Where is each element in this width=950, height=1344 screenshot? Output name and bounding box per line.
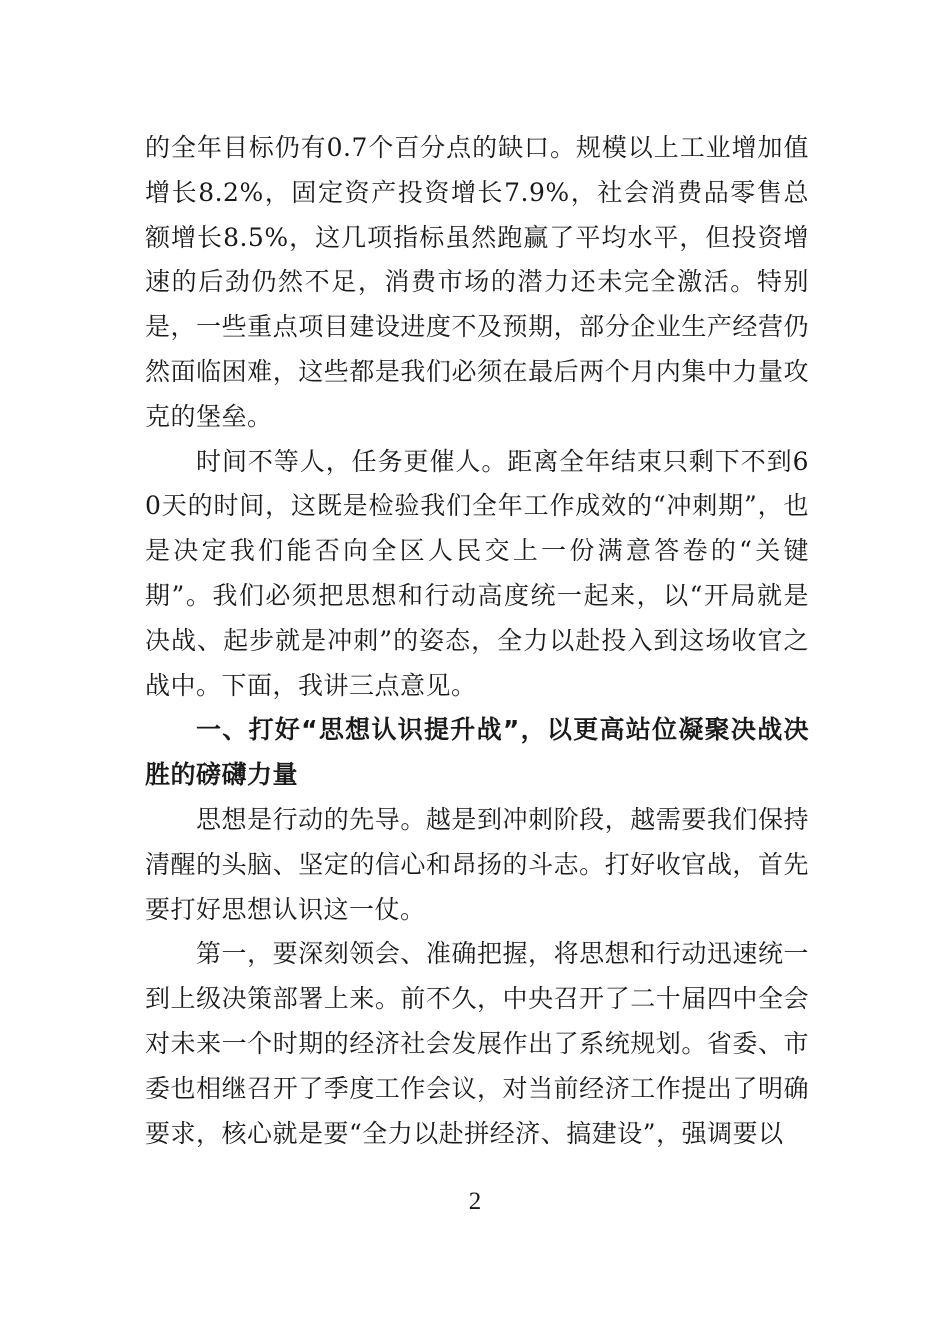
- body-paragraph-3: 思想是行动的先导。越是到冲刺阶段，越需要我们保持清醒的头脑、坚定的信心和昂扬的斗志。打好收官战，首先要打好思想认识这一仗。: [145, 804, 809, 924]
- page-number: 2: [468, 1188, 482, 1215]
- section-heading-1: 一、打好“思想认识提升战”，以更高站位凝聚决战决胜的磅礴力量: [145, 715, 809, 790]
- body-paragraph-1: 的全年目标仍有0.7个百分点的缺口。规模以上工业增加值增长8.2%，固定资产投资增长7.9%，社会消费品零售总额增长8.5%，这几项指标虽然跑赢了平均水平，但投资增速的后劲仍然不足，消费市场的潜力还未完全激活。特别是，一些重点项目建设进度不及预期，部分企业生产经营仍然面临困难，这些都是我们必须在最后两个月内集中力量攻克的堡垒。: [145, 133, 809, 431]
- body-paragraph-4: 第一，要深刻领会、准确把握，将思想和行动迅速统一到上级决策部署上来。前不久，中央召开了二十届四中全会对未来一个时期的经济社会发展作出了系统规划。省委、市委也相继召开了季度工作会议，对当前经济工作提出了明确要求，核心就是要“全力以赴拼经济、搞建设”，强调要以: [145, 939, 809, 1148]
- document-page: [145, 126, 809, 1156]
- body-paragraph-2: 时间不等人，任务更催人。距离全年结束只剩下不到60天的时间，这既是检验我们全年工作成效的“冲刺期”，也是决定我们能否向全区人民交上一份满意答卷的“关键期”。我们必须把思想和行动高度统一起来，以“开局就是决战、起步就是冲刺”的姿态，全力以赴投入到这场收官之战中。下面，我讲三点意见。: [145, 446, 809, 700]
